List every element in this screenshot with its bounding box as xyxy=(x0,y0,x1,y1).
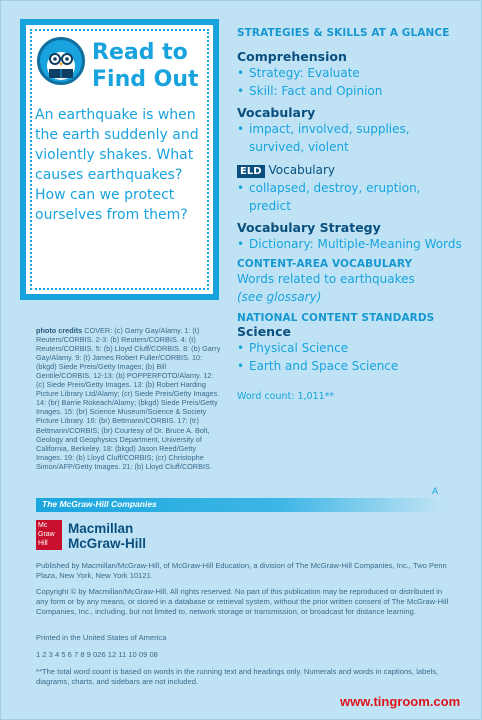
photo-credits-label: photo credits xyxy=(36,326,83,335)
vocabulary-strategy-title: Vocabulary Strategy xyxy=(237,220,381,235)
publisher-name-line-2: McGraw-Hill xyxy=(68,536,147,551)
read-to-find-out-box xyxy=(20,19,219,300)
word-count: Word count: 1,011** xyxy=(237,391,335,402)
word-count-footnote: **The total word count is based on words in the running text and headings only. Numerals and words in captions, labels, diagrams, charts, and sidebars are not included. xyxy=(36,667,439,686)
comprehension-item: • Skill: Fact and Opinion xyxy=(237,82,462,100)
vocabulary-strategy-item: • Dictionary: Multiple-Meaning Words xyxy=(237,235,462,253)
print-numbers: 1 2 3 4 5 6 7 8 9 026 12 11 10 09 08 xyxy=(36,650,158,659)
publisher-band-text: The McGraw-Hill Companies xyxy=(42,499,157,509)
content-area-text: Words related to earthquakes xyxy=(237,272,415,286)
photo-credits-text: COVER: (c) Garry Gay/Alamy. 1: (t) Reuters/CORBIS. 2-3: (b) Reuters/CORBIS. 4: (t) Reuters/CORBIS. 5: (b) Lloyd Cluff/CORBIS. 8: (b) Garry Gay/Alamy. 9: (t) James Robert Fuller/CORBIS. 10: (bkgd) Siede Preis/Getty Images; (b) Bill Gentile/CORBIS. 12-13: (b) POPPERFOTO/Alamy. 12: (c) Siede Preis/Getty Images. 13: (b) Robert Harding Picture Library Ltd/Alamy; (cr) Siede Preis/Getty Images. 14: (br) Barrie Rokeach/Alamy; (bkgd) Siede Preis/Getty Images. 15: (br) Science Museum/Science & Society Picture Library. 16: (br) Bettmann/CORBIS. 17: (tr) Bettmann/CORBIS; (br) Courtesy of Dr. Bruce A. Bolt, Geology and Geophysics Department, University of California, Berkeley. 18: (bkgd) Jason Reed/Getty Images. 19: (b) Lloyd Cluff/CORBIS; (cr) Christophe Simon/AFP/Getty Images. 21: (b) Lloyd Cluff/CORBIS. xyxy=(36,326,221,471)
comprehension-item: • Strategy: Evaluate xyxy=(237,64,462,82)
publisher-band xyxy=(36,498,442,512)
read-to-find-out-panel xyxy=(26,25,213,294)
logo-line-2: Graw xyxy=(38,531,55,538)
title-line-2: Find Out xyxy=(92,67,199,92)
strategies-column xyxy=(237,27,462,402)
title-line-1: Read to xyxy=(92,40,188,65)
site-watermark: www.tingroom.com xyxy=(340,694,461,709)
eld-badge: ELD xyxy=(237,165,265,178)
eld-vocabulary-title xyxy=(237,161,462,179)
publisher-name-line-1: Macmillan xyxy=(68,521,134,536)
eld-vocabulary-item: • collapsed, destroy, eruption, predict xyxy=(237,179,462,215)
mcgraw-hill-logo xyxy=(36,520,62,550)
vocabulary-item: • impact, involved, supplies, survived, violent xyxy=(237,120,462,156)
content-area-note: (see glossary) xyxy=(237,290,322,304)
content-area-heading: CONTENT-AREA VOCABULARY xyxy=(237,258,413,270)
printed-in: Printed in the United States of America xyxy=(36,633,167,642)
eld-vocabulary-label: Vocabulary xyxy=(268,163,336,177)
publisher-name xyxy=(68,521,146,551)
standards-item: • Physical Science xyxy=(237,339,462,357)
read-to-find-out-text: An earthquake is when the earth suddenly and violently shakes. What causes earthquakes? How can we protect ourselves from them? xyxy=(35,107,199,223)
copyright-notice: Copyright © by Macmillan/McGraw-Hill. All rights reserved. No part of this publication may be reproduced or distributed in any form or by any means, or stored in a database or retrieval system, without the prior written consent of The McGraw-Hill Companies, Inc., including, but not limited to, network storage or transmission, or broadcast for distance learning. xyxy=(36,587,449,616)
level-letter: A xyxy=(432,487,439,497)
photo-credits xyxy=(36,326,222,471)
owl-reader-icon xyxy=(37,37,85,85)
vocabulary-title: Vocabulary xyxy=(237,105,316,120)
standards-item: • Earth and Space Science xyxy=(237,357,462,375)
logo-line-1: Mc xyxy=(38,522,48,529)
read-to-find-out-title xyxy=(92,39,199,93)
logo-line-3: Hill xyxy=(38,540,48,547)
strategies-heading: STRATEGIES & SKILLS AT A GLANCE xyxy=(237,27,450,39)
published-by: Published by Macmillan/McGraw-Hill, of McGraw-Hill Education, a division of The McGraw-Hill Companies, Inc., Two Penn Plaza, New York, New York 10121. xyxy=(36,561,447,580)
standards-title: Science xyxy=(237,324,291,339)
standards-heading: NATIONAL CONTENT STANDARDS xyxy=(237,312,435,324)
comprehension-title: Comprehension xyxy=(237,49,347,64)
